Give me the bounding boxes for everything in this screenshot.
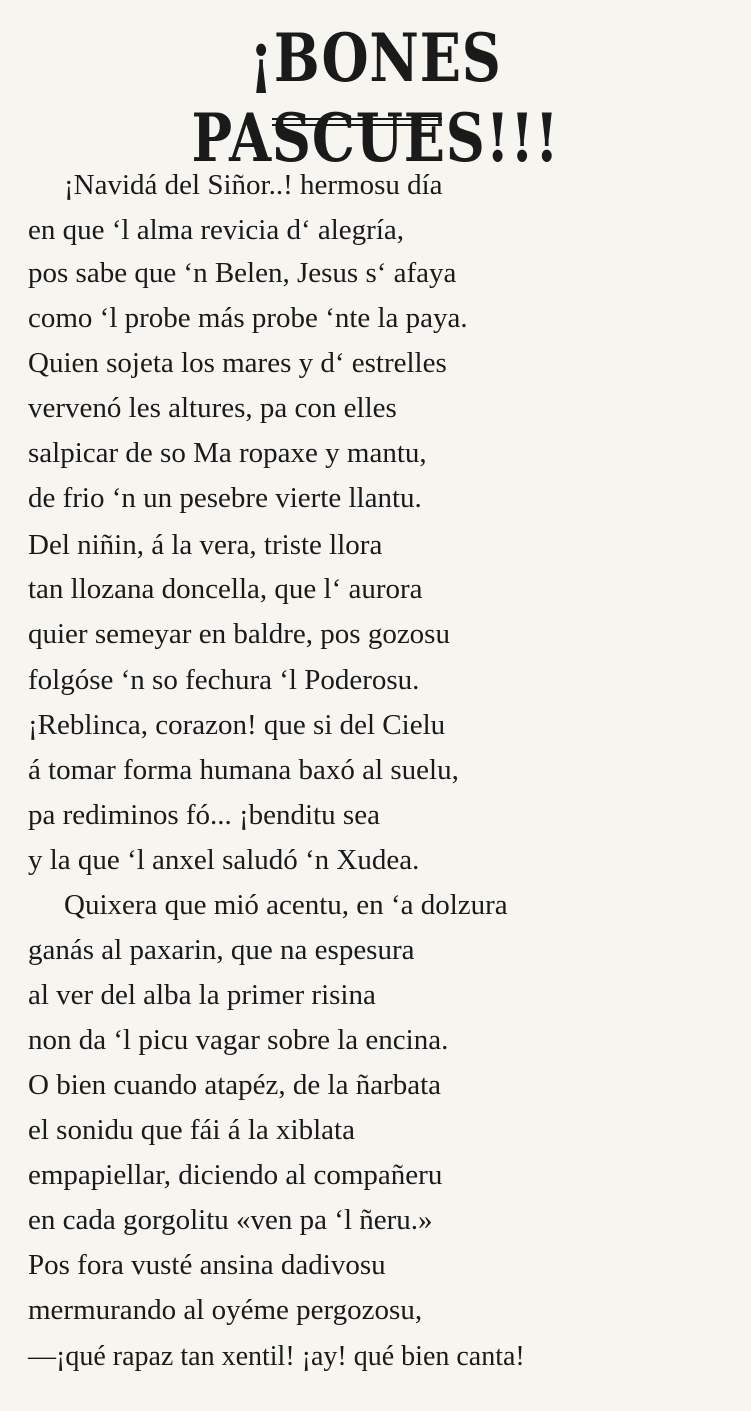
poem-line: como ‘l probe más probe ‘nte la paya. <box>28 302 468 334</box>
poem-line: pos sabe que ‘n Belen, Jesus s‘ afaya <box>28 257 457 289</box>
poem-line: quier semeyar en baldre, pos gozosu <box>28 618 450 650</box>
poem-line: pa rediminos fó... ¡benditu sea <box>28 799 380 831</box>
poem-line: tan llozana doncella, que l‘ aurora <box>28 573 423 605</box>
poem-line: Quien sojeta los mares y d‘ estrelles <box>28 347 447 379</box>
poem-line: folgóse ‘n so fechura ‘l Poderosu. <box>28 664 420 696</box>
poem-line: non da ‘l picu vagar sobre la encina. <box>28 1024 449 1056</box>
poem-line: Quixera que mió acentu, en ‘a dolzura <box>64 889 508 921</box>
poem-line: ganás al paxarin, que na espesura <box>28 934 415 966</box>
poem-title: ¡BONES PASCUES!!! <box>191 19 560 177</box>
poem-line: ¡Reblinca, corazon! que si del Cielu <box>28 709 446 741</box>
poem-line: —¡qué rapaz tan xentil! ¡ay! qué bien canta! <box>28 1341 525 1372</box>
poem-line: vervenó les altures, pa con elles <box>28 392 397 424</box>
poem-line: empapiellar, diciendo al compañeru <box>28 1159 443 1191</box>
poem-line: mermurando al oyéme pergozosu, <box>28 1294 423 1326</box>
poem-line: el sonidu que fái á la xiblata <box>28 1114 355 1146</box>
poem-line: en cada gorgolitu «ven pa ‘l ñeru.» <box>28 1204 433 1236</box>
poem-line: al ver del alba la primer risina <box>28 979 376 1011</box>
poem-line: Del niñin, á la vera, triste llora <box>28 529 383 561</box>
poem-line: á tomar forma humana baxó al suelu, <box>28 754 459 786</box>
poem-line: O bien cuando atapéz, de la ñarbata <box>28 1069 442 1101</box>
poem-line: Pos fora vusté ansina dadivosu <box>28 1249 386 1281</box>
poem-line: y la que ‘l anxel saludó ‘n Xudea. <box>28 844 420 876</box>
poem-line: salpicar de so Ma ropaxe y mantu, <box>28 437 427 469</box>
poem-line: en que ‘l alma revicia d‘ alegría, <box>28 214 404 246</box>
poem-line: de frio ‘n un pesebre vierte llantu. <box>28 482 422 514</box>
poem-line: ¡Navidá del Siñor..! hermosu día <box>64 169 443 201</box>
